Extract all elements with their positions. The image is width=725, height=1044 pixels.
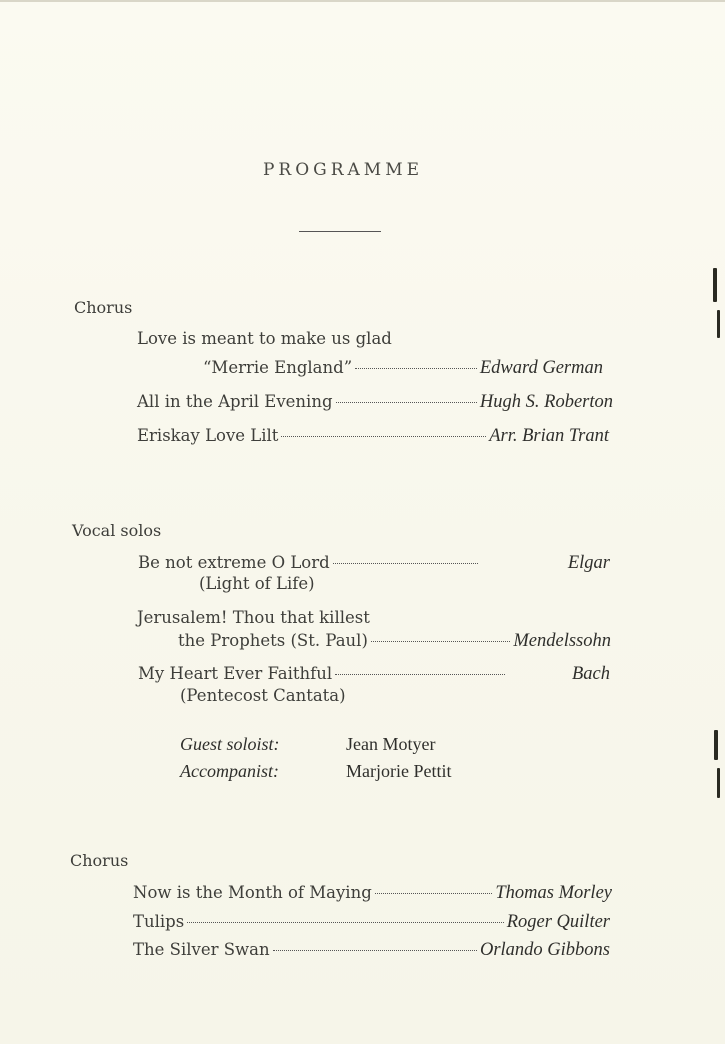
dot-leader	[336, 402, 477, 403]
accompanist-name: Marjorie Pettit	[346, 761, 452, 781]
staple-mark	[713, 268, 717, 302]
composer-name: Bach	[571, 664, 610, 684]
piece-title: Be not extreme O Lord	[138, 553, 330, 572]
composer-name: Arr. Brian Trant	[489, 426, 609, 446]
piece-title: “Merrie England”	[203, 358, 353, 377]
programme-entry	[133, 940, 610, 961]
dot-leader	[281, 436, 486, 437]
page-title: PROGRAMME	[262, 160, 424, 180]
composer-name: Mendelssohn	[513, 631, 611, 651]
title-divider	[299, 231, 381, 232]
staple-mark	[717, 768, 720, 798]
piece-title-line: Jerusalem! Thou that killest	[137, 608, 370, 627]
programme-entry	[133, 883, 612, 904]
dot-leader	[371, 641, 510, 642]
staple-mark	[714, 730, 718, 760]
dot-leader	[375, 893, 493, 894]
piece-title: the Prophets (St. Paul)	[178, 631, 368, 650]
accompanist-label: Accompanist:	[180, 761, 279, 781]
section-heading-chorus: Chorus	[74, 298, 133, 317]
section-heading-vocal-solos: Vocal solos	[72, 521, 162, 540]
piece-subtitle: (Pentecost Cantata)	[180, 686, 346, 705]
dot-leader	[273, 950, 477, 951]
composer-name: Elgar	[567, 553, 610, 573]
piece-title: Eriskay Love Lilt	[137, 426, 279, 445]
piece-title: All in the April Evening	[137, 392, 333, 411]
staple-mark	[717, 310, 720, 338]
programme-entry	[137, 426, 609, 447]
programme-entry	[137, 392, 613, 413]
composer-name: Thomas Morley	[495, 883, 612, 903]
composer-name: Edward German	[479, 358, 603, 378]
composer-name: Orlando Gibbons	[479, 940, 610, 960]
guest-soloist-label: Guest soloist:	[180, 734, 280, 754]
guest-soloist-name: Jean Motyer	[346, 734, 436, 754]
composer-name: Roger Quilter	[506, 912, 610, 932]
dot-leader	[187, 922, 504, 923]
programme-entry	[178, 631, 611, 652]
paper-edge	[0, 0, 725, 2]
programme-entry	[138, 553, 610, 574]
piece-subtitle: (Light of Life)	[199, 574, 315, 593]
dot-leader	[355, 368, 477, 369]
dot-leader	[333, 563, 478, 564]
piece-title: Tulips	[133, 912, 185, 931]
programme-entry	[138, 664, 610, 685]
programme-entry	[133, 912, 610, 933]
piece-title: Now is the Month of Maying	[133, 883, 372, 902]
piece-title: My Heart Ever Faithful	[138, 664, 333, 683]
section-heading-chorus: Chorus	[70, 851, 129, 870]
dot-leader	[335, 674, 505, 675]
piece-title: The Silver Swan	[133, 940, 270, 959]
programme-entry	[203, 358, 603, 379]
composer-name: Hugh S. Roberton	[479, 392, 613, 412]
piece-title-line: Love is meant to make us glad	[137, 329, 392, 348]
